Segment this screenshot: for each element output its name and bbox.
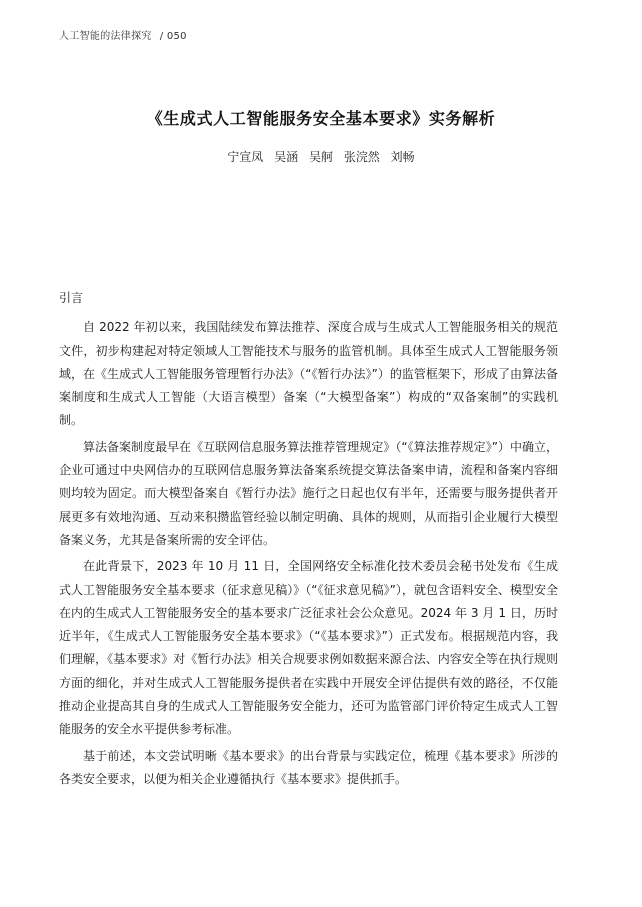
book-title: 人工智能的法律探究 — [59, 31, 152, 42]
author-name: 宁宣凤 — [227, 150, 264, 164]
author-list — [0, 148, 642, 165]
author-name: 吴舸 — [308, 150, 333, 164]
paragraph: 自 2022 年初以来，我国陆续发布算法推荐、深度合成与生成式人工智能服务相关的规范文件，初步构建起对特定领域人工智能技术与服务的监管机制。具体至生成式人工智能服务领域，在《生成式人工智能服务管理暂行办法》（“《暂行办法》”）的监管框架下，形成了由算法备案制度和生成式人工智能（大语言模型）备案（“大模型备案”）构成的“双备案制”的实践机制。 — [59, 320, 558, 428]
section-heading: 引言 — [59, 291, 84, 305]
author-name: 刘畅 — [390, 150, 415, 164]
article-title: 《生成式人工智能服务安全基本要求》实务解析 — [146, 109, 496, 128]
paragraph: 在此背景下，2023 年 10 月 11 日，全国网络安全标准化技术委员会秘书处发布《生成式人工智能服务安全基本要求（征求意见稿）》（“《征求意见稿》”），就包含语料安全、模型安全在内的生成式人工智能服务安全的基本要求广泛征求社会公众意见。2024 年 3 月 1 日，历时近半年，《生成式人工智能服务安全基本要求》（“《基本要求》”）正式发布。根据规范内容，我们理解，《基本要求》对《暂行办法》相关合规要求例如数据来源合法、内容安全等在执行规则方面的细化，并对生成式人工智能服务提供者在实践中开展安全评估提供有效的路径，不仅能推动企业提高其自身的生成式人工智能服务安全能力，还可为监管部门评价特定生成式人工智能服务的安全水平提供参考标准。 — [59, 559, 558, 737]
paragraph: 算法备案制度最早在《互联网信息服务算法推荐管理规定》（“《算法推荐规定》”）中确立，企业可通过中央网信办的互联网信息服务算法备案系统提交算法备案申请，流程和备案内容细则均较为固定。而大模型备案自《暂行办法》施行之日起也仅有半年，还需要与服务提供者开展更多有效地沟通、互动来积攒监管经验以制定明确、具体的规则，从而指引企业履行大模型备案义务，尤其是备案所需的安全评估。 — [59, 439, 558, 547]
author-name: 吴涵 — [274, 150, 299, 164]
running-header — [59, 27, 187, 42]
page-number: / 050 — [159, 31, 187, 42]
article-body — [59, 287, 558, 792]
author-name: 张浣然 — [343, 150, 380, 164]
paragraph: 基于前述，本文尝试明晰《基本要求》的出台背景与实践定位，梳理《基本要求》所涉的各类安全要求，以便为相关企业遵循执行《基本要求》提供抓手。 — [59, 748, 558, 786]
